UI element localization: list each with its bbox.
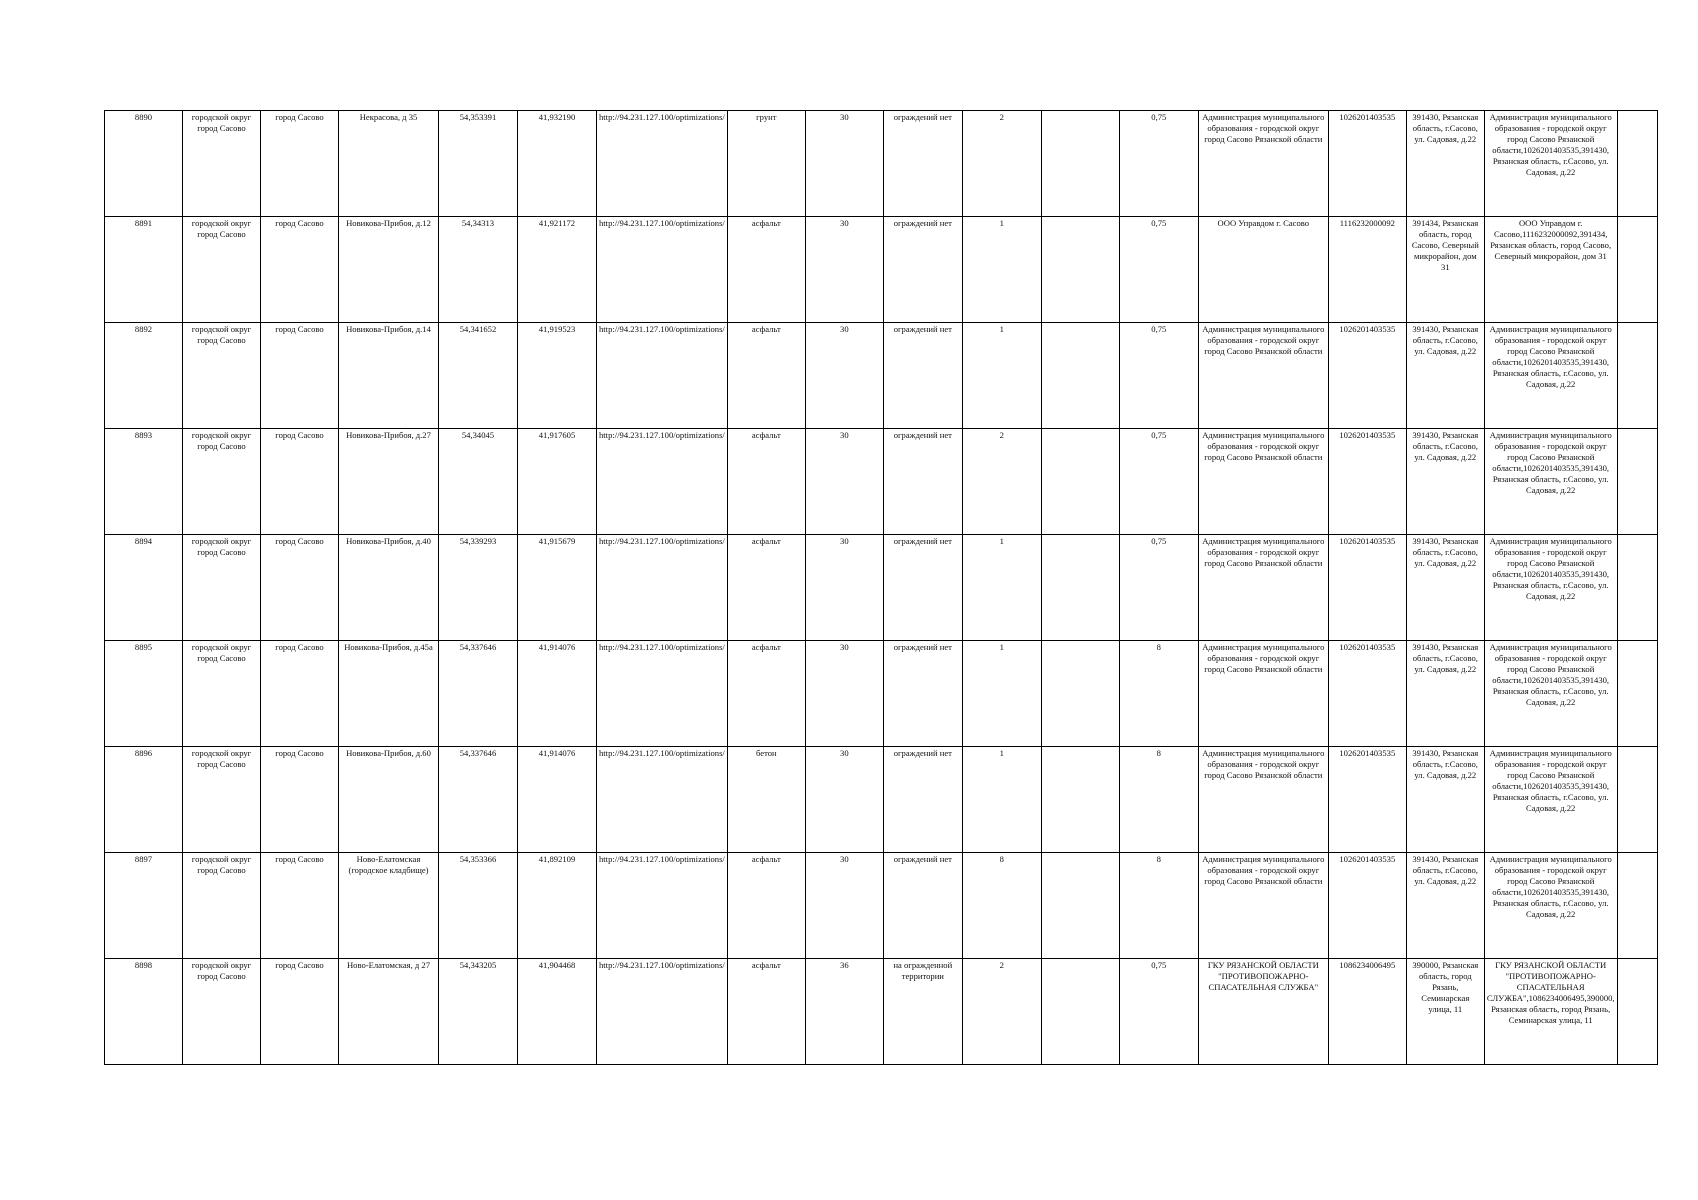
- cell-district: городской округ город Сасово: [183, 853, 261, 959]
- cell-owner-address: 391430, Рязанская область, г.Сасово, ул. Садовая, д.22: [1406, 111, 1484, 217]
- cell-id: 8897: [105, 853, 183, 959]
- cell-district: городской округ город Сасово: [183, 747, 261, 853]
- cell-owner-address: 391430, Рязанская область, г.Сасово, ул. Садовая, д.22: [1406, 323, 1484, 429]
- table-row: [105, 641, 1658, 747]
- cell-address: Новикова-Прибоя, д.60: [339, 747, 439, 853]
- cell-area: 30: [805, 853, 883, 959]
- cell-empty: [1041, 747, 1119, 853]
- cell-map-link[interactable]: http://94.231.127.100/optimizations/: [597, 535, 728, 641]
- cell-volume: 0,75: [1119, 959, 1198, 1065]
- table-row: [105, 535, 1658, 641]
- cell-fence: ограждений нет: [883, 535, 962, 641]
- cell-longitude: 41,915679: [518, 535, 597, 641]
- cell-fence: ограждений нет: [883, 323, 962, 429]
- cell-area: 30: [805, 323, 883, 429]
- table-row: [105, 323, 1658, 429]
- cell-empty: [1041, 853, 1119, 959]
- cell-extra: [1617, 959, 1657, 1065]
- cell-surface: асфальт: [727, 323, 805, 429]
- cell-longitude: 41,892109: [518, 853, 597, 959]
- cell-empty: [1041, 641, 1119, 747]
- cell-map-link[interactable]: http://94.231.127.100/optimizations/: [597, 959, 728, 1065]
- cell-id: 8898: [105, 959, 183, 1065]
- cell-district: городской округ город Сасово: [183, 535, 261, 641]
- cell-fence: ограждений нет: [883, 217, 962, 323]
- cell-waste-sources: Администрация муниципального образования - городской округ город Сасово Рязанской области,1026201403535,391430, Рязанская область, г.Сасово, ул. Садовая, д.22: [1484, 429, 1617, 535]
- cell-latitude: 54,341652: [439, 323, 518, 429]
- cell-id: 8896: [105, 747, 183, 853]
- cell-empty: [1041, 217, 1119, 323]
- cell-latitude: 54,337646: [439, 747, 518, 853]
- cell-volume: 0,75: [1119, 323, 1198, 429]
- cell-address: Некрасова, д 35: [339, 111, 439, 217]
- cell-ogrn: 1026201403535: [1328, 323, 1406, 429]
- cell-district: городской округ город Сасово: [183, 429, 261, 535]
- cell-address: Новикова-Прибоя, д.45а: [339, 641, 439, 747]
- table-row: [105, 217, 1658, 323]
- cell-settlement: город Сасово: [261, 641, 339, 747]
- cell-volume: 0,75: [1119, 111, 1198, 217]
- cell-empty: [1041, 111, 1119, 217]
- cell-ogrn: 1026201403535: [1328, 747, 1406, 853]
- cell-ogrn: 1116232000092: [1328, 217, 1406, 323]
- registry-table: [104, 110, 1658, 1065]
- cell-ogrn: 1026201403535: [1328, 641, 1406, 747]
- cell-owner-address: 390000, Рязанская область, город Рязань, Семинарская улица, 11: [1406, 959, 1484, 1065]
- cell-ogrn: 1026201403535: [1328, 535, 1406, 641]
- cell-district: городской округ город Сасово: [183, 641, 261, 747]
- cell-surface: асфальт: [727, 959, 805, 1065]
- cell-longitude: 41,914076: [518, 641, 597, 747]
- cell-fence: ограждений нет: [883, 853, 962, 959]
- cell-volume: 8: [1119, 641, 1198, 747]
- cell-latitude: 54,353391: [439, 111, 518, 217]
- cell-address: Новикова-Прибоя, д.40: [339, 535, 439, 641]
- cell-settlement: город Сасово: [261, 111, 339, 217]
- cell-latitude: 54,343205: [439, 959, 518, 1065]
- cell-empty: [1041, 535, 1119, 641]
- cell-fence: ограждений нет: [883, 641, 962, 747]
- cell-ogrn: 1026201403535: [1328, 429, 1406, 535]
- cell-area: 30: [805, 535, 883, 641]
- cell-surface: асфальт: [727, 429, 805, 535]
- cell-area: 30: [805, 641, 883, 747]
- cell-area: 30: [805, 747, 883, 853]
- cell-ogrn: 1026201403535: [1328, 853, 1406, 959]
- cell-volume: 8: [1119, 747, 1198, 853]
- cell-extra: [1617, 747, 1657, 853]
- cell-owner: Администрация муниципального образования - городской округ город Сасово Рязанской области: [1198, 323, 1328, 429]
- cell-containers: 2: [962, 429, 1041, 535]
- cell-owner-address: 391430, Рязанская область, г.Сасово, ул. Садовая, д.22: [1406, 429, 1484, 535]
- cell-id: 8892: [105, 323, 183, 429]
- cell-surface: грунт: [727, 111, 805, 217]
- cell-extra: [1617, 111, 1657, 217]
- cell-owner-address: 391430, Рязанская область, г.Сасово, ул. Садовая, д.22: [1406, 535, 1484, 641]
- cell-id: 8890: [105, 111, 183, 217]
- cell-empty: [1041, 429, 1119, 535]
- cell-fence: ограждений нет: [883, 111, 962, 217]
- cell-longitude: 41,932190: [518, 111, 597, 217]
- cell-containers: 2: [962, 111, 1041, 217]
- table-row: [105, 747, 1658, 853]
- cell-id: 8893: [105, 429, 183, 535]
- cell-surface: асфальт: [727, 535, 805, 641]
- cell-surface: асфальт: [727, 853, 805, 959]
- cell-longitude: 41,919523: [518, 323, 597, 429]
- cell-extra: [1617, 217, 1657, 323]
- cell-volume: 8: [1119, 853, 1198, 959]
- cell-surface: бетон: [727, 747, 805, 853]
- cell-settlement: город Сасово: [261, 747, 339, 853]
- cell-latitude: 54,339293: [439, 535, 518, 641]
- cell-waste-sources: ГКУ РЯЗАНСКОЙ ОБЛАСТИ "ПРОТИВОПОЖАРНО-СПАСАТЕЛЬНАЯ СЛУЖБА",1086234006495,390000, Рязанская область, город Рязань, Семинарская улица, 11: [1484, 959, 1617, 1065]
- cell-settlement: город Сасово: [261, 217, 339, 323]
- cell-ogrn: 1086234006495: [1328, 959, 1406, 1065]
- cell-settlement: город Сасово: [261, 323, 339, 429]
- cell-waste-sources: Администрация муниципального образования - городской округ город Сасово Рязанской области,1026201403535,391430, Рязанская область, г.Сасово, ул. Садовая, д.22: [1484, 535, 1617, 641]
- cell-containers: 2: [962, 959, 1041, 1065]
- cell-longitude: 41,917605: [518, 429, 597, 535]
- cell-waste-sources: Администрация муниципального образования - городской округ город Сасово Рязанской области,1026201403535,391430, Рязанская область, г.Сасово, ул. Садовая, д.22: [1484, 323, 1617, 429]
- cell-id: 8891: [105, 217, 183, 323]
- cell-area: 30: [805, 429, 883, 535]
- cell-longitude: 41,904468: [518, 959, 597, 1065]
- cell-district: городской округ город Сасово: [183, 217, 261, 323]
- cell-owner: Администрация муниципального образования - городской округ город Сасово Рязанской области: [1198, 111, 1328, 217]
- cell-fence: ограждений нет: [883, 429, 962, 535]
- cell-map-link[interactable]: http://94.231.127.100/optimizations/: [597, 747, 728, 853]
- cell-area: 30: [805, 217, 883, 323]
- cell-settlement: город Сасово: [261, 535, 339, 641]
- cell-latitude: 54,34045: [439, 429, 518, 535]
- cell-owner: ООО Управдом г. Сасово: [1198, 217, 1328, 323]
- cell-map-link[interactable]: http://94.231.127.100/optimizations/: [597, 641, 728, 747]
- cell-owner: Администрация муниципального образования - городской округ город Сасово Рязанской области: [1198, 535, 1328, 641]
- cell-owner-address: 391430, Рязанская область, г.Сасово, ул. Садовая, д.22: [1406, 747, 1484, 853]
- table-row: [105, 429, 1658, 535]
- cell-ogrn: 1026201403535: [1328, 111, 1406, 217]
- table-row: [105, 111, 1658, 217]
- cell-empty: [1041, 323, 1119, 429]
- cell-area: 36: [805, 959, 883, 1065]
- cell-surface: асфальт: [727, 217, 805, 323]
- cell-containers: 1: [962, 747, 1041, 853]
- cell-map-link[interactable]: http://94.231.127.100/optimizations/: [597, 429, 728, 535]
- cell-id: 8894: [105, 535, 183, 641]
- cell-containers: 1: [962, 217, 1041, 323]
- cell-containers: 1: [962, 535, 1041, 641]
- cell-settlement: город Сасово: [261, 959, 339, 1065]
- cell-owner: ГКУ РЯЗАНСКОЙ ОБЛАСТИ "ПРОТИВОПОЖАРНО-СПАСАТЕЛЬНАЯ СЛУЖБА": [1198, 959, 1328, 1065]
- cell-volume: 0,75: [1119, 429, 1198, 535]
- cell-fence: ограждений нет: [883, 747, 962, 853]
- cell-volume: 0,75: [1119, 535, 1198, 641]
- cell-district: городской округ город Сасово: [183, 959, 261, 1065]
- cell-map-link[interactable]: http://94.231.127.100/optimizations/: [597, 111, 728, 217]
- cell-address: Ново-Елатомская (городское кладбище): [339, 853, 439, 959]
- cell-map-link[interactable]: http://94.231.127.100/optimizations/: [597, 217, 728, 323]
- cell-owner: Администрация муниципального образования - городской округ город Сасово Рязанской области: [1198, 747, 1328, 853]
- cell-latitude: 54,337646: [439, 641, 518, 747]
- cell-address: Новикова-Прибоя, д.27: [339, 429, 439, 535]
- cell-extra: [1617, 535, 1657, 641]
- table-row: [105, 853, 1658, 959]
- cell-address: Новикова-Прибоя, д.14: [339, 323, 439, 429]
- cell-empty: [1041, 959, 1119, 1065]
- cell-containers: 8: [962, 853, 1041, 959]
- cell-settlement: город Сасово: [261, 429, 339, 535]
- cell-map-link[interactable]: http://94.231.127.100/optimizations/: [597, 323, 728, 429]
- cell-id: 8895: [105, 641, 183, 747]
- cell-map-link[interactable]: http://94.231.127.100/optimizations/: [597, 853, 728, 959]
- cell-extra: [1617, 429, 1657, 535]
- cell-longitude: 41,914076: [518, 747, 597, 853]
- cell-owner-address: 391430, Рязанская область, г.Сасово, ул. Садовая, д.22: [1406, 853, 1484, 959]
- cell-extra: [1617, 323, 1657, 429]
- cell-containers: 1: [962, 323, 1041, 429]
- table-body: [105, 111, 1658, 1065]
- cell-owner-address: 391430, Рязанская область, г.Сасово, ул. Садовая, д.22: [1406, 641, 1484, 747]
- cell-waste-sources: Администрация муниципального образования - городской округ город Сасово Рязанской области,1026201403535,391430, Рязанская область, г.Сасово, ул. Садовая, д.22: [1484, 641, 1617, 747]
- cell-owner: Администрация муниципального образования - городской округ город Сасово Рязанской области: [1198, 429, 1328, 535]
- cell-latitude: 54,34313: [439, 217, 518, 323]
- cell-area: 30: [805, 111, 883, 217]
- cell-owner: Администрация муниципального образования - городской округ город Сасово Рязанской области: [1198, 641, 1328, 747]
- cell-waste-sources: Администрация муниципального образования - городской округ город Сасово Рязанской области,1026201403535,391430, Рязанская область, г.Сасово, ул. Садовая, д.22: [1484, 853, 1617, 959]
- cell-extra: [1617, 853, 1657, 959]
- cell-owner-address: 391434, Рязанская область, город Сасово, Северный микрорайон, дом 31: [1406, 217, 1484, 323]
- cell-fence: на огражденной территории: [883, 959, 962, 1065]
- table-row: [105, 959, 1658, 1065]
- cell-owner: Администрация муниципального образования - городской округ город Сасово Рязанской области: [1198, 853, 1328, 959]
- cell-latitude: 54,353366: [439, 853, 518, 959]
- cell-waste-sources: Администрация муниципального образования - городской округ город Сасово Рязанской области,1026201403535,391430, Рязанская область, г.Сасово, ул. Садовая, д.22: [1484, 747, 1617, 853]
- cell-district: городской округ город Сасово: [183, 323, 261, 429]
- cell-waste-sources: Администрация муниципального образования - городской округ город Сасово Рязанской области,1026201403535,391430, Рязанская область, г.Сасово, ул. Садовая, д.22: [1484, 111, 1617, 217]
- cell-containers: 1: [962, 641, 1041, 747]
- cell-waste-sources: ООО Управдом г. Сасово,1116232000092,391434, Рязанская область, город Сасово, Северный микрорайон, дом 31: [1484, 217, 1617, 323]
- cell-volume: 0,75: [1119, 217, 1198, 323]
- cell-district: городской округ город Сасово: [183, 111, 261, 217]
- cell-settlement: город Сасово: [261, 853, 339, 959]
- cell-extra: [1617, 641, 1657, 747]
- cell-address: Новикова-Прибоя, д.12: [339, 217, 439, 323]
- cell-surface: асфальт: [727, 641, 805, 747]
- cell-longitude: 41,921172: [518, 217, 597, 323]
- cell-address: Ново-Елатомская, д 27: [339, 959, 439, 1065]
